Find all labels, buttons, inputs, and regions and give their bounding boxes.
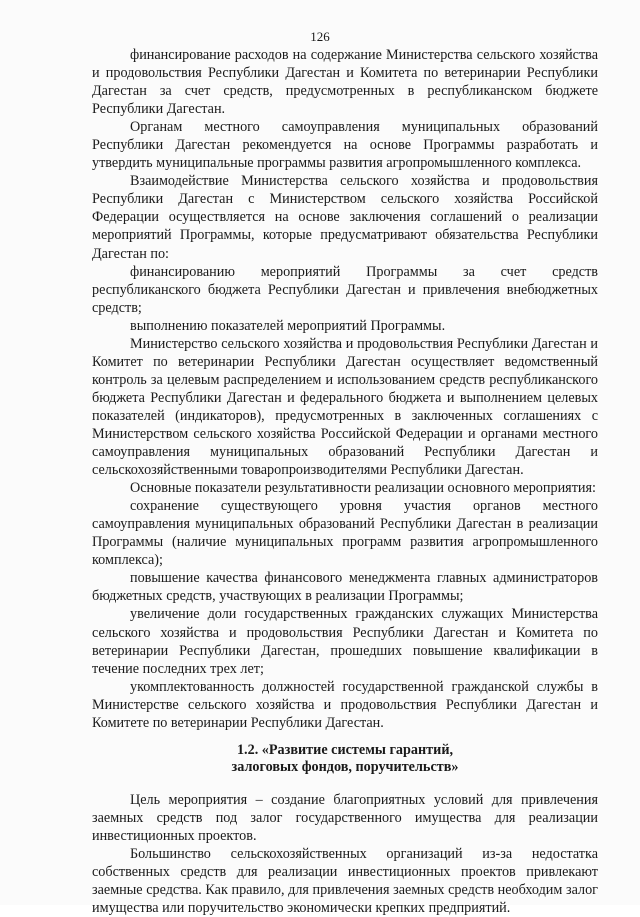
paragraph: Основные показатели результативности реализации основного мероприятия: <box>130 480 596 497</box>
list-item: укомплектованность должностей государственной гражданской службы в Министерстве сельского хозяйства и продовольствия Республики Дагестан и Комитете по ветеринарии Республики Дагестан. <box>92 678 598 731</box>
list-item: выполнению показателей мероприятий Программы. <box>130 317 446 334</box>
list-item: повышение качества финансового менеджмента главных администраторов бюджетных средств, участвующих в реализации Программы; <box>92 570 598 605</box>
paragraph: Взаимодействие Министерства сельского хозяйства и продовольствия Республики Дагестан с Министерством сельского хозяйства Российской Федерации осуществляется на основе заключения соглашений о реализации мероприятий Программы, которые предусматривают обязательства Республики Дагестан по: <box>92 173 598 262</box>
paragraph: финансирование расходов на содержание Министерства сельского хозяйства и продовольствия Республики Дагестан и Комитета по ветеринарии Республики Дагестан за счет средств, предусмотренных в республиканском бюджете Республики Дагестан. <box>92 47 598 118</box>
list-item: увеличение доли государственных гражданских служащих Министерства сельского хозяйства и продовольствия Республики Дагестан и Комитета по ветеринарии Республики Дагестан, прошедших повышение квалификации в течение последних трех лет; <box>92 606 598 677</box>
page-number: 126 <box>310 29 330 44</box>
section-heading <box>92 742 598 777</box>
document-body <box>92 46 598 917</box>
paragraph: Органам местного самоуправления муниципальных образований Республики Дагестан рекомендуется на основе Программы разработать и утвердить муниципальные программы развития агропромышленного комплекса. <box>92 119 598 172</box>
paragraph: Цель мероприятия – создание благоприятных условий для привлечения заемных средств под залог государственного имущества для реализации инвестиционных проектов. <box>92 791 598 844</box>
paragraph: Министерство сельского хозяйства и продовольствия Республики Дагестан и Комитет по ветеринарии Республики Дагестан осуществляет ведомственный контроль за целевым распределением и использованием средств республиканского бюджета Республики Дагестан и федерального бюджета и выполнением целевых показателей (индикаторов), предусмотренных в заключенных соглашениях с Министерством сельского хозяйства Российской Федерации и органами местного самоуправления муниципальных образований Республики Дагестан и сельскохозяйственными товаропроизводителями Республики Дагестан. <box>92 335 598 479</box>
section-heading-line: 1.2. «Развитие системы гарантий, <box>236 741 454 758</box>
paragraph: Большинство сельскохозяйственных организаций из-за недостатка собственных средств для реализации инвестиционных проектов привлекают заемные средства. Как правило, для привлечения заемных средств необходим залог имущества или поручительство экономически крепких предприятий. <box>92 845 598 917</box>
list-item: финансированию мероприятий Программы за счет средств республиканского бюджета Республики Дагестан и привлечения внебюджетных средств; <box>92 263 598 316</box>
section-heading-line: залоговых фондов, поручительств» <box>231 759 459 776</box>
list-item: сохранение существующего уровня участия органов местного самоуправления муниципальных образований Республики Дагестан в реализации Программы (наличие муниципальных программ развития агропромышленного комплекса); <box>92 498 598 569</box>
